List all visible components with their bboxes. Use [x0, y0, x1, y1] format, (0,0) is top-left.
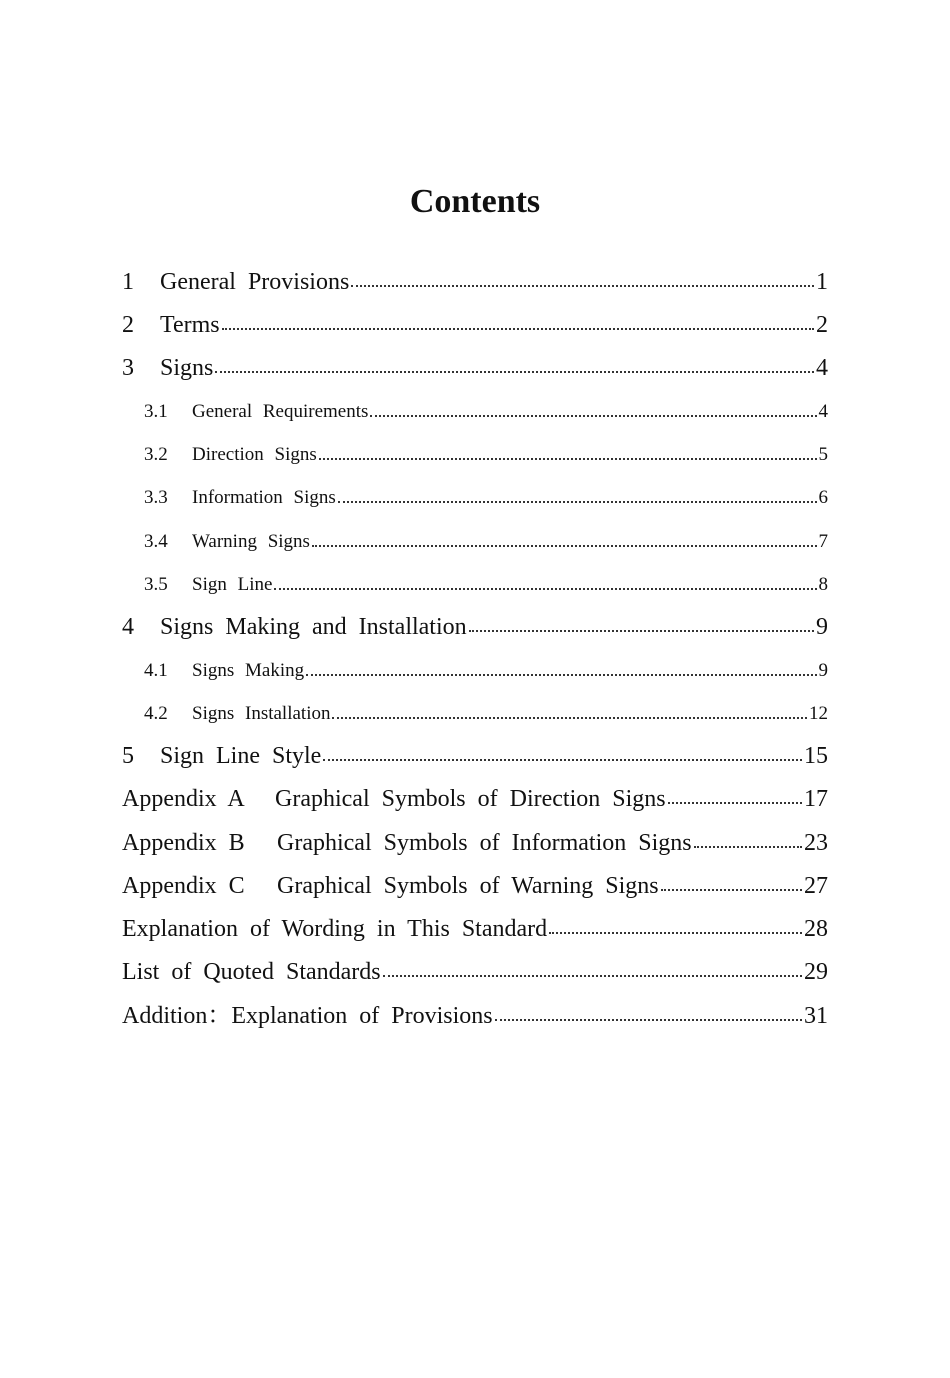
dot-leader: [549, 932, 802, 934]
toc-entry-page: 12: [809, 703, 828, 724]
toc-entry-title: Signs Making: [192, 660, 305, 681]
toc-entry-number: 4: [122, 614, 134, 640]
toc-entry-number: 5: [122, 743, 134, 769]
toc-entry-number: 3.2: [144, 444, 168, 465]
toc-entry-3-1[interactable]: [144, 397, 828, 427]
toc-entry-page: 6: [818, 487, 828, 508]
toc-entry-page: 9: [816, 614, 828, 640]
toc-entry-title: Direction Signs: [192, 444, 317, 465]
toc-entry-page: 5: [818, 444, 828, 465]
toc-entry-3-2[interactable]: [144, 440, 828, 470]
dot-leader: [469, 630, 814, 632]
toc-entry-number: 3: [122, 355, 134, 381]
toc-entry-page: 8: [818, 574, 828, 595]
dot-leader: [370, 415, 816, 417]
toc-entry-title: General Provisions: [160, 269, 350, 295]
toc-entry-5[interactable]: [122, 741, 828, 771]
toc-entry-title: List of Quoted Standards: [122, 959, 381, 985]
toc-entry-2[interactable]: [122, 310, 828, 340]
toc-entry-title: Terms: [160, 312, 220, 338]
toc-entry-title: Information Signs: [192, 487, 336, 508]
toc-entry-title: Graphical Symbols of Direction Signs: [275, 786, 666, 812]
toc-entry-3-5[interactable]: [144, 570, 828, 600]
toc-entry-title: Graphical Symbols of Information Signs: [277, 830, 692, 856]
toc-entry-page: 2: [816, 312, 828, 338]
toc-entry-appendix-a[interactable]: [122, 784, 828, 814]
toc-entry-3-3[interactable]: [144, 483, 828, 513]
toc-entry-title: Signs: [160, 355, 214, 381]
dot-leader: [215, 371, 814, 373]
dot-leader: [319, 458, 817, 460]
toc-entry-number: 4.2: [144, 703, 168, 724]
toc-entry-title: General Requirements: [192, 401, 369, 422]
toc-entry-number: 2: [122, 312, 134, 338]
toc-entry-1[interactable]: [122, 267, 828, 297]
toc-entry-page: 15: [804, 743, 828, 769]
toc-entry-number: 3.1: [144, 401, 168, 422]
dot-leader: [668, 802, 802, 804]
toc-entry-title: Signs Making and Installation: [160, 614, 467, 640]
toc-entry-title: Signs Installation: [192, 703, 331, 724]
toc-entry-4[interactable]: [122, 612, 828, 642]
dot-leader: [312, 545, 817, 547]
toc-entry-number: 4.1: [144, 660, 168, 681]
toc-entry-number: 3.3: [144, 487, 168, 508]
toc-entry-title: Sign Line Style: [160, 743, 322, 769]
toc-entry-number: 1: [122, 269, 134, 295]
toc-entry-page: 31: [804, 1003, 828, 1029]
toc-entry-3[interactable]: [122, 353, 828, 383]
dot-leader: [323, 759, 802, 761]
toc-entry-number: Appendix C: [122, 873, 245, 899]
toc-entry-page: 4: [818, 401, 828, 422]
dot-leader: [351, 285, 814, 287]
toc-entry-number: Appendix B: [122, 830, 245, 856]
dot-leader: [383, 975, 802, 977]
dot-leader: [222, 328, 814, 330]
page-title: Contents: [409, 183, 541, 220]
toc-entry-appendix-b[interactable]: [122, 828, 828, 858]
toc-entry-number: 3.5: [144, 574, 168, 595]
toc-entry-page: 17: [804, 786, 828, 812]
toc-entry-number: Appendix A: [122, 786, 245, 812]
toc-entry-page: 28: [804, 916, 828, 942]
toc-entry-page: 23: [804, 830, 828, 856]
dot-leader: [306, 674, 816, 676]
toc-entry-appendix-c[interactable]: [122, 871, 828, 901]
toc-entry-3-4[interactable]: [144, 527, 828, 557]
dot-leader: [274, 588, 816, 590]
toc-entry-quoted-standards[interactable]: [122, 957, 828, 987]
toc-entry-explanation-of-wording[interactable]: [122, 914, 828, 944]
toc-entry-4-2[interactable]: [144, 699, 828, 729]
dot-leader: [694, 846, 802, 848]
dot-leader: [661, 889, 802, 891]
toc-entry-title: Warning Signs: [192, 531, 310, 552]
toc-entry-page: 27: [804, 873, 828, 899]
toc-entry-title: Sign Line: [192, 574, 273, 595]
toc-entry-page: 9: [818, 660, 828, 681]
toc-entry-page: 29: [804, 959, 828, 985]
toc-entry-number: 3.4: [144, 531, 168, 552]
toc-entry-page: 7: [818, 531, 828, 552]
dot-leader: [495, 1019, 802, 1021]
toc-entry-title: Explanation of Wording in This Standard: [122, 916, 548, 942]
toc-entry-page: 4: [816, 355, 828, 381]
toc-entry-4-1[interactable]: [144, 656, 828, 686]
toc-entry-page: 1: [816, 269, 828, 295]
dot-leader: [338, 501, 817, 503]
toc-entry-title: Graphical Symbols of Warning Signs: [277, 873, 659, 899]
dot-leader: [332, 717, 807, 719]
toc-entry-title: Addition：Explanation of Provisions: [122, 1003, 493, 1029]
toc-entry-addition[interactable]: [122, 1001, 828, 1031]
